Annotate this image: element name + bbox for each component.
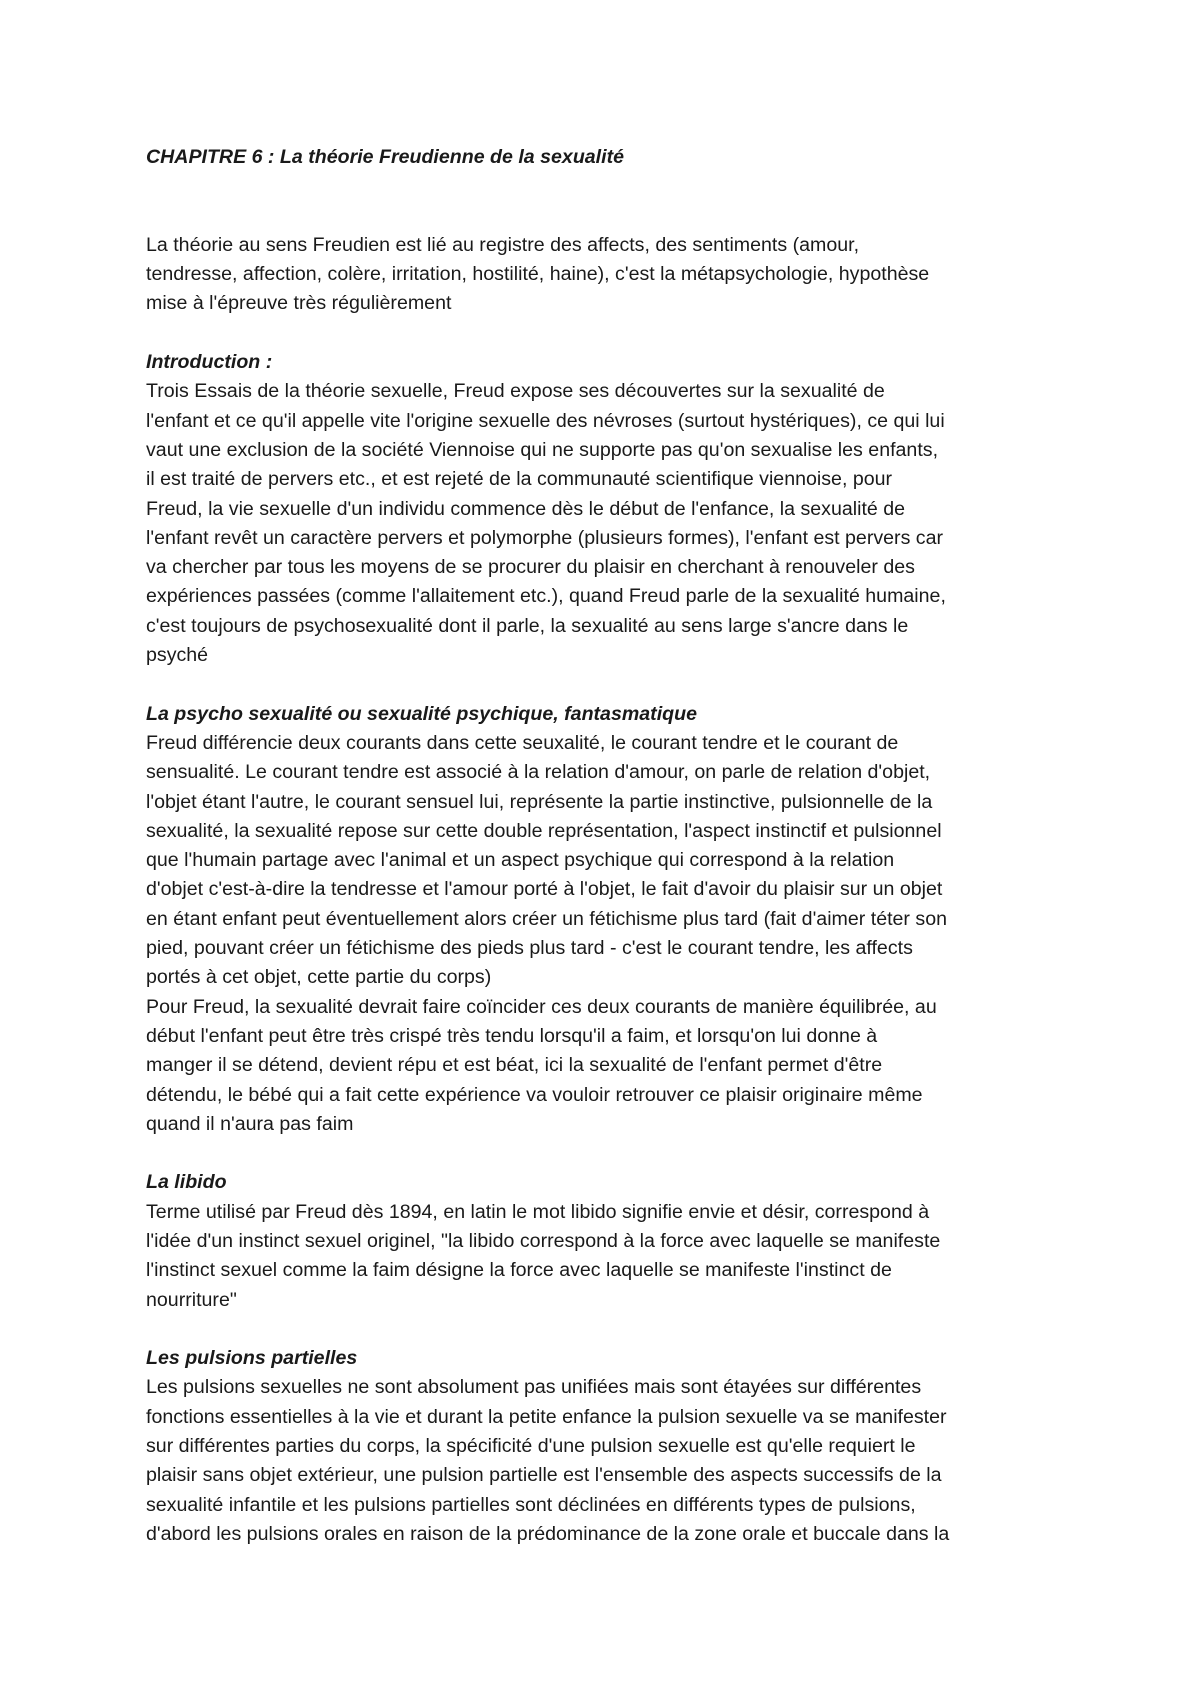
paragraph-line: sexualité, la sexualité repose sur cette double représentation, l'aspect instinctif et pulsionnel bbox=[146, 819, 942, 842]
paragraph-line: manger il se détend, devient répu et est béat, ici la sexualité de l'enfant permet d'être bbox=[146, 1054, 883, 1077]
section-heading-introduction: Introduction : bbox=[146, 351, 273, 374]
paragraph-line: vaut une exclusion de la société Viennoise qui ne supporte pas qu'on sexualise les enfants, bbox=[146, 438, 939, 461]
paragraph-line: d'objet c'est-à-dire la tendresse et l'amour porté à l'objet, le fait d'avoir du plaisir sur un objet bbox=[146, 878, 943, 901]
paragraph-line: sensualité. Le courant tendre est associé à la relation d'amour, on parle de relation d'objet, bbox=[146, 761, 931, 784]
paragraph-line: Freud, la vie sexuelle d'un individu commence dès le début de l'enfance, la sexualité de bbox=[146, 497, 906, 520]
paragraph-line: Pour Freud, la sexualité devrait faire coïncider ces deux courants de manière équilibrée, au bbox=[146, 995, 937, 1018]
paragraph-line: sur différentes parties du corps, la spécificité d'une pulsion sexuelle est qu'elle requiert le bbox=[146, 1435, 916, 1458]
paragraph-line: portés à cet objet, cette partie du corps) bbox=[146, 966, 492, 989]
paragraph-line: en étant enfant peut éventuellement alors créer un fétichisme plus tard (fait d'aimer téter son bbox=[146, 907, 947, 930]
paragraph-line: expériences passées (comme l'allaitement etc.), quand Freud parle de la sexualité humaine, bbox=[146, 585, 946, 608]
paragraph-line: nourriture" bbox=[146, 1288, 237, 1311]
section-heading-libido: La libido bbox=[146, 1171, 227, 1194]
paragraph-line: quand il n'aura pas faim bbox=[146, 1112, 354, 1135]
paragraph-line: début l'enfant peut être très crispé très tendu lorsqu'il a faim, et lorsqu'on lui donne à bbox=[146, 1024, 878, 1047]
paragraph-line: que l'humain partage avec l'animal et un aspect psychique qui correspond à la relation bbox=[146, 849, 895, 872]
section-heading-pulsions-partielles: Les pulsions partielles bbox=[146, 1347, 358, 1370]
spacer bbox=[146, 670, 1076, 699]
paragraph-line: psyché bbox=[146, 644, 209, 667]
paragraph-line: c'est toujours de psychosexualité dont il parle, la sexualité au sens large s'ancre dans le bbox=[146, 614, 909, 637]
paragraph-line: sexualité infantile et les pulsions partielles sont déclinées en différents types de pulsions, bbox=[146, 1493, 916, 1516]
paragraph-line: Trois Essais de la théorie sexuelle, Freud expose ses découvertes sur la sexualité de bbox=[146, 380, 885, 403]
paragraph-line: l'objet étant l'autre, le courant sensuel lui, représente la partie instinctive, pulsionnelle de la bbox=[146, 790, 933, 813]
paragraph-line: pied, pouvant créer un fétichisme des pieds plus tard - c'est le courant tendre, les affects bbox=[146, 937, 913, 960]
intro-paragraph bbox=[146, 231, 1076, 319]
paragraph-line: plaisir sans objet extérieur, une pulsion partielle est l'ensemble des aspects successifs de la bbox=[146, 1464, 942, 1487]
section-heading-psychosexualite: La psycho sexualité ou sexualité psychique, fantasmatique bbox=[146, 702, 697, 725]
paragraph-line: l'idée d'un instinct sexuel originel, "la libido correspond à la force avec laquelle se manifeste bbox=[146, 1229, 941, 1252]
chapter-title: CHAPITRE 6 : La théorie Freudienne de la sexualité bbox=[146, 146, 624, 168]
spacer bbox=[146, 172, 1076, 231]
paragraph-line: Freud différencie deux courants dans cette seuxalité, le courant tendre et le courant de bbox=[146, 731, 899, 754]
document-page bbox=[146, 143, 1076, 1549]
section-paragraph-introduction bbox=[146, 377, 1076, 670]
spacer bbox=[146, 319, 1076, 348]
paragraph-line: Les pulsions sexuelles ne sont absolument pas unifiées mais sont étayées sur différentes bbox=[146, 1376, 922, 1399]
paragraph-line: détendu, le bébé qui a fait cette expérience va vouloir retrouver ce plaisir originaire même bbox=[146, 1083, 923, 1106]
spacer bbox=[146, 1315, 1076, 1344]
paragraph-line: fonctions essentielles à la vie et durant la petite enfance la pulsion sexuelle va se manifester bbox=[146, 1405, 947, 1428]
paragraph-line: Terme utilisé par Freud dès 1894, en latin le mot libido signifie envie et désir, correspond à bbox=[146, 1200, 930, 1223]
paragraph-line: tendresse, affection, colère, irritation, hostilité, haine), c'est la métapsychologie, hypothèse bbox=[146, 263, 930, 286]
section-paragraph-pulsions-partielles bbox=[146, 1373, 1076, 1549]
paragraph-line: il est traité de pervers etc., et est rejeté de la communauté scientifique viennoise, pour bbox=[146, 468, 893, 491]
paragraph-line: l'enfant revêt un caractère pervers et polymorphe (plusieurs formes), l'enfant est pervers car bbox=[146, 526, 944, 549]
paragraph-line: l'enfant et ce qu'il appelle vite l'origine sexuelle des névroses (surtout hystériques), ce qui lui bbox=[146, 409, 945, 432]
section-paragraph-libido bbox=[146, 1198, 1076, 1315]
spacer bbox=[146, 1139, 1076, 1168]
paragraph-line: La théorie au sens Freudien est lié au registre des affects, des sentiments (amour, bbox=[146, 233, 860, 256]
paragraph-line: d'abord les pulsions orales en raison de la prédominance de la zone orale et buccale dans la bbox=[146, 1522, 950, 1545]
paragraph-line: mise à l'épreuve très régulièrement bbox=[146, 292, 452, 315]
paragraph-line: l'instinct sexuel comme la faim désigne la force avec laquelle se manifeste l'instinct de bbox=[146, 1259, 892, 1282]
paragraph-line: va chercher par tous les moyens de se procurer du plaisir en cherchant à renouveler des bbox=[146, 556, 915, 579]
section-paragraph-psychosexualite bbox=[146, 729, 1076, 1139]
